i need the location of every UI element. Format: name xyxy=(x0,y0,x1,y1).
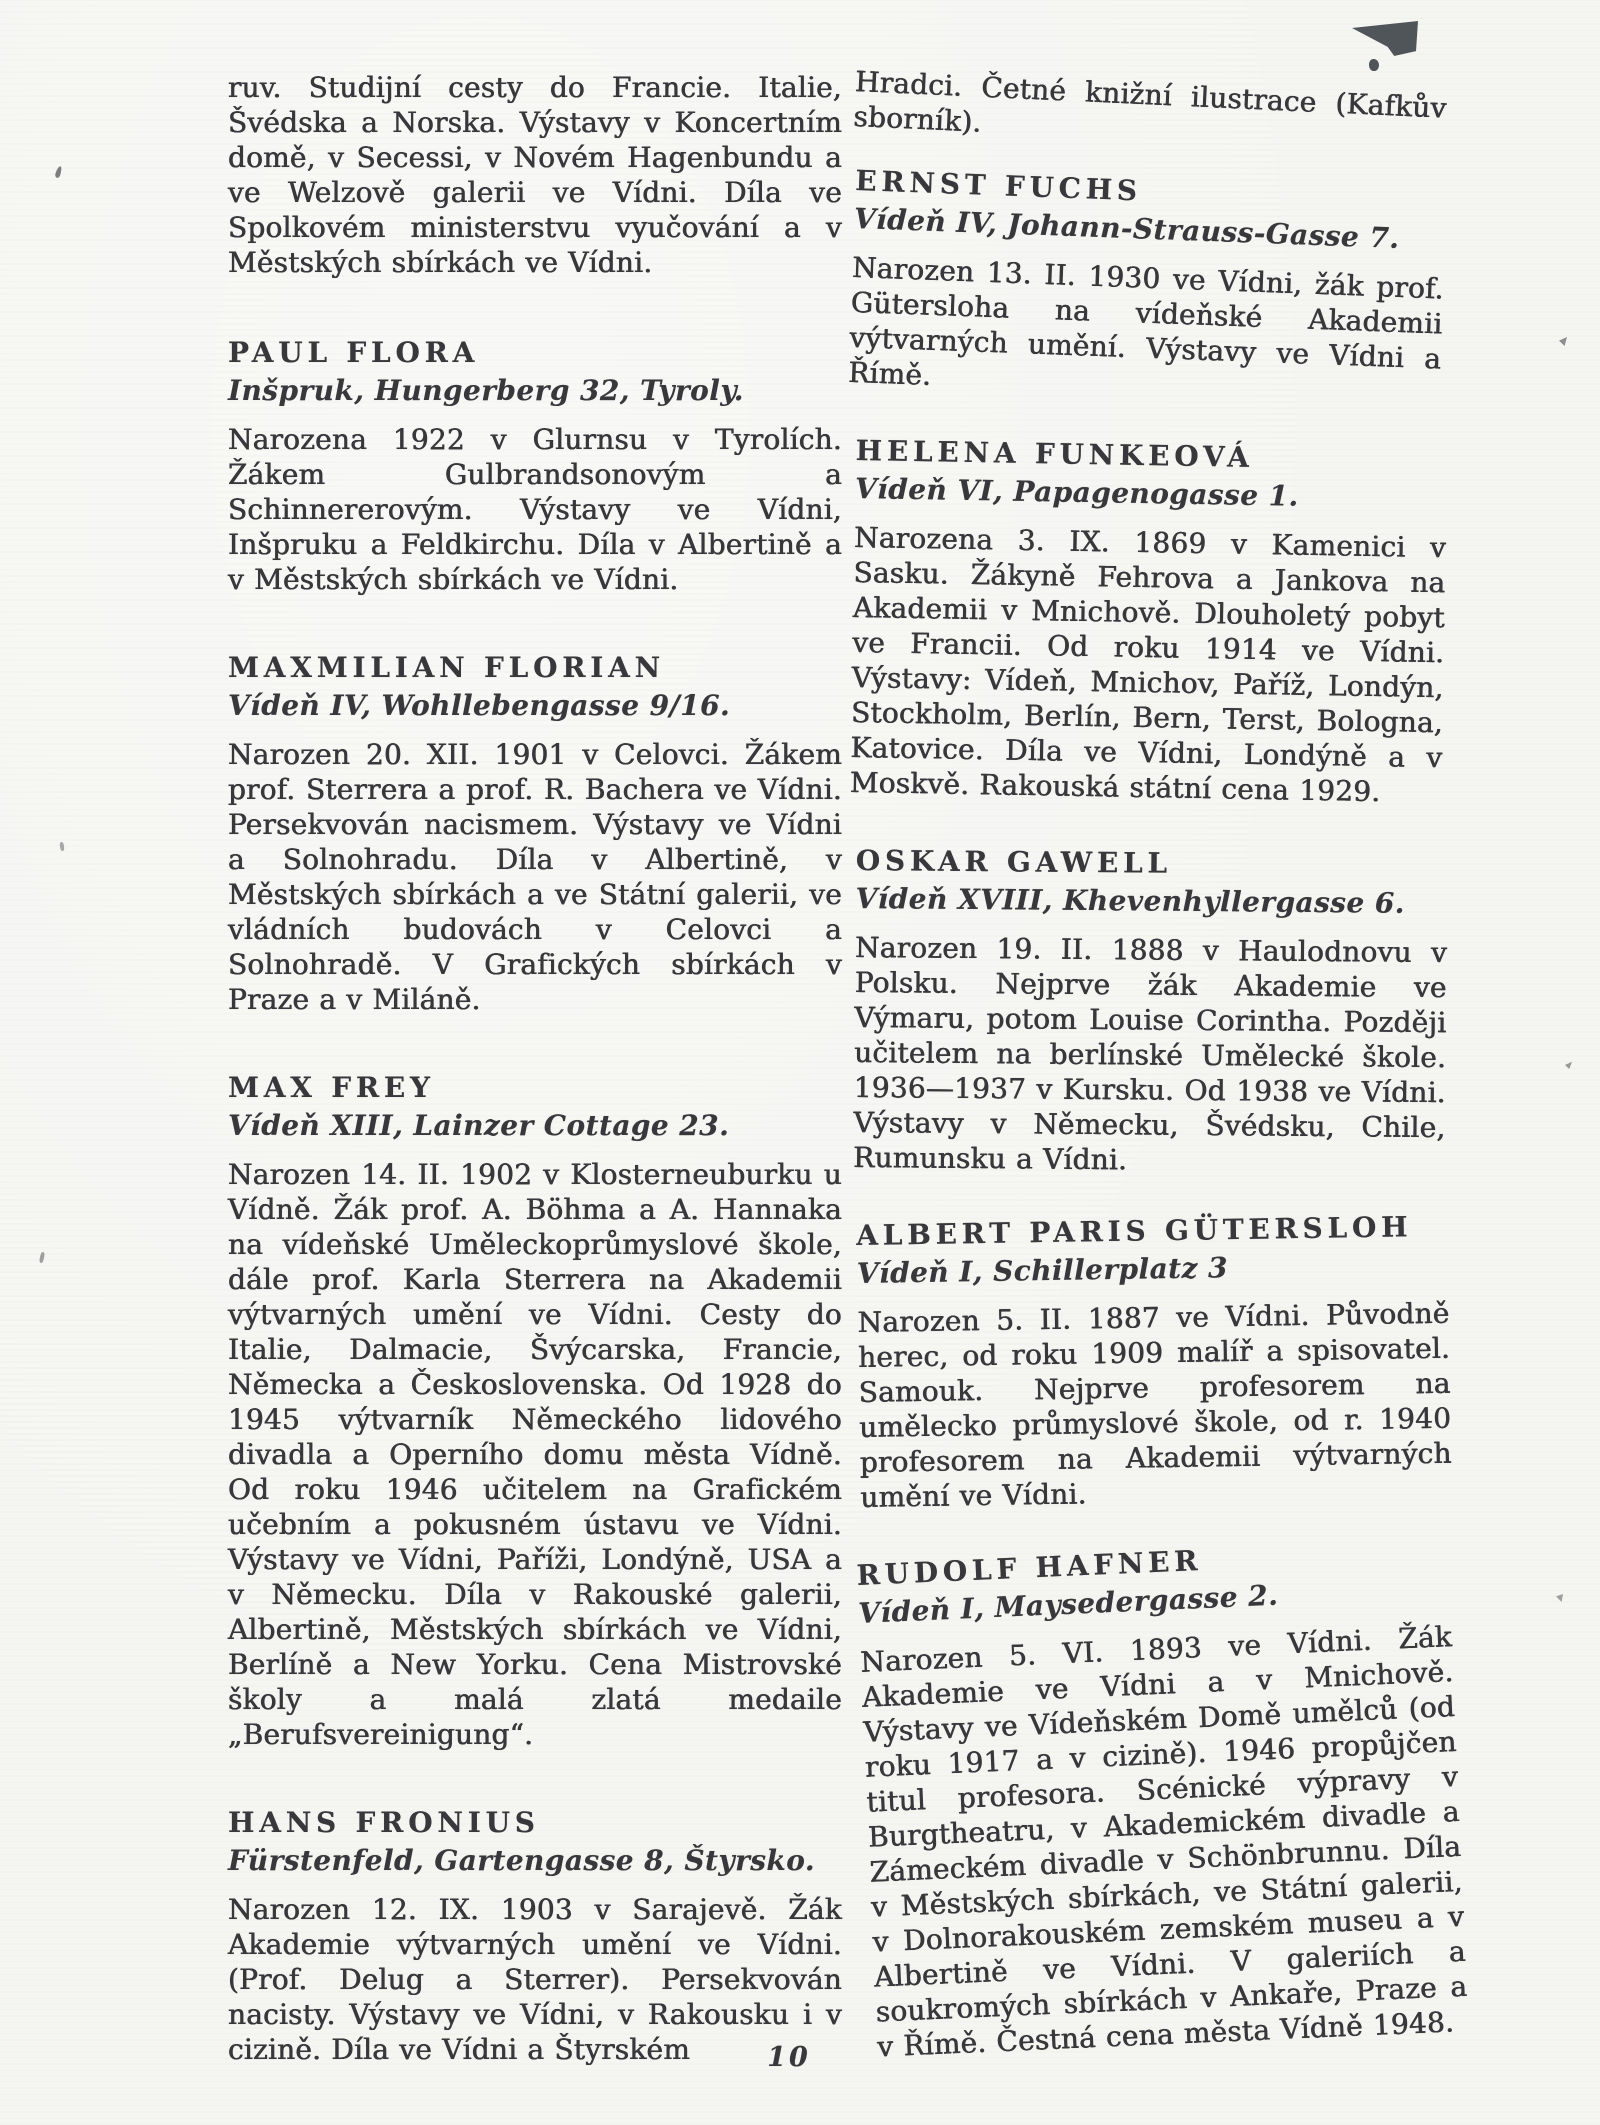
artist-address: Vídeň IV, Wohllebengasse 9/16. xyxy=(228,689,731,722)
left-column xyxy=(228,70,842,2067)
continued-entry-text: Hradci. Četné knižní ilustrace (Kafkův sborník). xyxy=(852,64,1448,139)
entry-paul-flora xyxy=(228,336,842,597)
artist-name: MAX FREY xyxy=(228,1071,435,1104)
artist-address: Vídeň VI, Papagenogasse 1. xyxy=(854,471,1300,513)
artist-bio: Narozen 5. II. 1887 ve Vídni. Původně herec, od roku 1909 malíř a spisovatel. Samouk. Nejprve profesorem na umělecko průmyslové škole, od r. 1940 profesorem na Akademii výtvarných umění ve Vídni. xyxy=(857,1296,1453,1514)
entry-ernst-fuchs xyxy=(848,164,1448,412)
artist-bio: Narozen 13. II. 1930 ve Vídni, žák prof. Gütersloha na vídeňské Akademii výtvarných umění. Výstavy ve Vídni a Římě. xyxy=(847,250,1445,392)
scan-speck xyxy=(1559,337,1567,346)
artist-name: MAXMILIAN FLORIAN xyxy=(228,651,665,684)
artist-bio: Narozen 12. IX. 1903 v Sarajevě. Žák Akademie výtvarných umění ve Vídni. (Prof. Delug a Sterrer). Persekvován nacisty. Výstavy ve Vídni, v Rakousku i v cizině. Díla ve Vídni a Štyrském xyxy=(228,1893,842,2066)
right-column xyxy=(847,64,1468,2065)
artist-address: Vídeň XIII, Lainzer Cottage 23. xyxy=(228,1109,730,1142)
artist-name: OSKAR GAWELL xyxy=(855,844,1173,880)
artist-address: Inšpruk, Hungerberg 32, Tyroly. xyxy=(228,374,744,407)
scan-speck xyxy=(59,842,64,851)
artist-name: HELENA FUNKEOVÁ xyxy=(855,434,1254,474)
scan-speck xyxy=(39,1252,45,1264)
page-number: 10 xyxy=(767,2042,811,2073)
entry-albert-paris-gutersloh xyxy=(856,1210,1453,1515)
artist-bio: Narozen 14. II. 1902 v Klosterneuburku u Vídně. Žák prof. A. Böhma a A. Hannaka na vídeňské Uměleckoprůmyslové škole, dále prof. Karla Sterrera na Akademii výtvarných umění ve Vídni. Cesty do Italie, Dalmacie, Švýcarska, Francie, Německa a Československa. Od 1928 do 1945 výtvarník Německého lidového divadla a Operního domu města Vídně. Od roku 1946 učitelem na Grafickém učebním a pokusném ústavu ve Vídni. Výstavy ve Vídni, Paříži, Londýně, USA a v Německu. Díla v Rakouské galerii, Albertině, Městských sbírkách ve Vídni, Berlíně a New Yorku. Cena Mistrovské školy a malá zlatá medaile „Berufsvereinigung“. xyxy=(228,1158,842,1751)
entry-max-frey xyxy=(228,1071,842,1752)
artist-name: HANS FRONIUS xyxy=(228,1806,540,1839)
artist-bio: Narozen 19. II. 1888 v Haulodnovu v Polsku. Nejprve žák Akademie ve Výmaru, potom Louise Corintha. Později učitelem na berlínské Umělecké škole. 1936—1937 v Kursku. Od 1938 ve Vídni. Výstavy v Německu, Švédsku, Chile, Rumunsku a Vídni. xyxy=(853,930,1448,1177)
artist-bio: Narozena 3. IX. 1869 v Kamenici v Sasku. Žákyně Fehrova a Jankova na Akademii v Mnichově. Dlouholetý pobyt ve Francii. Od roku 1914 ve Vídni. Výstavy: Vídeň, Mnichov, Paříž, Londýn, Stockholm, Berlín, Bern, Terst, Bologna, Katovice. Díla ve Vídni, Londýně a v Moskvě. Rakouská státní cena 1929. xyxy=(849,520,1447,809)
scan-artifact-corner-wedge xyxy=(1352,21,1418,56)
entry-oskar-gawell xyxy=(853,844,1448,1180)
artist-address: Vídeň I, Schillerplatz 3 xyxy=(856,1251,1229,1290)
entry-helena-funkeova xyxy=(850,434,1448,810)
scan-speck xyxy=(1565,1061,1572,1069)
scan-speck xyxy=(54,166,62,179)
scan-speck xyxy=(1556,1594,1563,1602)
entry-maxmilian-florian xyxy=(228,651,842,1017)
artist-name: PAUL FLORA xyxy=(228,336,480,369)
entry-rudolf-hafner xyxy=(856,1533,1470,2064)
entry-hans-fronius xyxy=(228,1806,842,2067)
artist-bio: Narozen 5. VI. 1893 ve Vídni. Žák Akademie ve Vídni a v Mnichově. Výstavy ve Vídeňském Domě umělců (od roku 1917 a v cizině). 1946 propůjčen titul profesora. Scénické výpravy v Burgtheatru, v Akademickém divadle a Zámeckém divadle v Schönbrunnu. Díla v Městských sbírkách, ve Státní galerii, v Dolnorakouském zemském museu a v Albertině ve Vídni. V galeriích a soukromých sbírkách v Ankaře, Praze a v Římě. Čestná cena města Vídně 1948. xyxy=(859,1620,1468,2064)
artist-name: ALBERT PARIS GÜTERSLOH xyxy=(856,1210,1413,1252)
artist-name: RUDOLF HAFNER xyxy=(856,1543,1203,1592)
artist-bio: Narozen 20. XII. 1901 v Celovci. Žákem prof. Sterrera a prof. R. Bachera ve Vídni. Persekvován nacismem. Výstavy ve Vídni a Solnohradu. Díla v Albertině, v Městských sbírkách a ve Státní galerii, ve vládních budovách v Celovci a Solnohradě. V Grafických sbírkách v Praze a v Miláně. xyxy=(228,738,842,1016)
continued-entry-text: ruv. Studijní cesty do Francie. Italie, Švédska a Norska. Výstavy v Koncertním domě, v Secessi, v Novém Hagenbundu a ve Welzově galerii ve Vídni. Díla ve Spolkovém ministerstvu vyučování a v Městských sbírkách ve Vídni. xyxy=(228,71,842,279)
artist-address: Fürstenfeld, Gartengasse 8, Štyrsko. xyxy=(228,1844,816,1877)
artist-name: ERNST FUCHS xyxy=(854,164,1143,208)
artist-address: Vídeň XVIII, Khevenhyllergasse 6. xyxy=(855,881,1406,920)
artist-address: Vídeň I, Maysedergasse 2. xyxy=(857,1578,1279,1630)
artist-address: Vídeň IV, Johann-Strauss-Gasse 7. xyxy=(853,201,1401,255)
artist-bio: Narozena 1922 v Glurnsu v Tyrolích. Žákem Gulbrandsonovým a Schinnererovým. Výstavy ve Vídni, Inšpruku a Feldkirchu. Díla v Albertině a v Městských sbírkách ve Vídni. xyxy=(228,423,842,596)
